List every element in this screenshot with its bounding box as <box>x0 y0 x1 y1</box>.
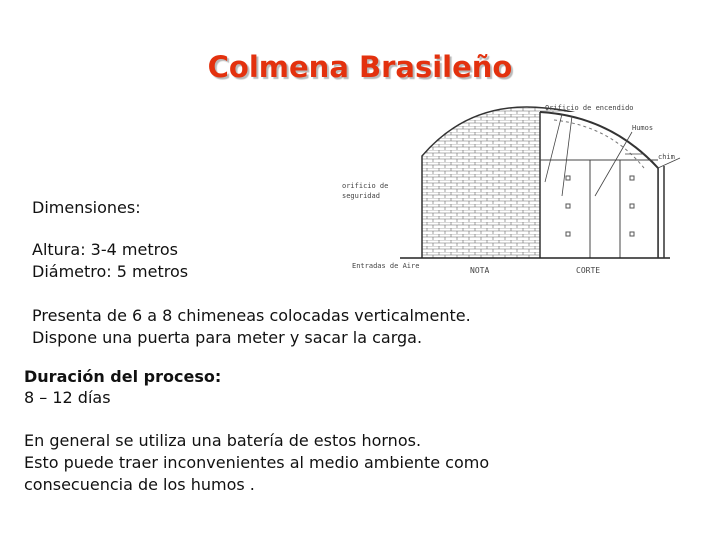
door-line: Dispone una puerta para meter y sacar la carga. <box>32 328 423 347</box>
label-corte: CORTE <box>576 266 601 275</box>
label-entradas: Entradas de Aire <box>352 262 420 270</box>
general-line-3: consecuencia de los humos . <box>24 475 255 494</box>
label-orificio-seguridad-2: seguridad <box>342 192 380 200</box>
general-line-1: En general se utiliza una batería de estos hornos. <box>24 431 422 450</box>
dimensions-heading: Dimensiones: <box>32 198 141 217</box>
slide-title: Colmena Brasileño <box>207 50 513 84</box>
duration-value: 8 – 12 días <box>24 388 111 407</box>
kiln-diagram <box>340 96 720 280</box>
height-line: Altura: 3-4 metros <box>32 240 178 259</box>
general-line-2: Esto puede traer inconvenientes al medio ambiente como <box>24 453 490 472</box>
label-orificio-seguridad-1: orificio de <box>342 182 389 190</box>
label-orificio: Orificio de encendido <box>545 104 634 112</box>
kiln-chimney <box>658 166 664 258</box>
duration-heading: Duración del proceso: <box>24 367 222 386</box>
label-humos: Humos <box>632 124 654 132</box>
chimneys-line: Presenta de 6 a 8 chimeneas colocadas verticalmente. <box>32 306 471 325</box>
label-nota: NOTA <box>470 266 490 275</box>
label-chim: chim <box>658 153 675 161</box>
diameter-line: Diámetro: 5 metros <box>32 262 189 281</box>
